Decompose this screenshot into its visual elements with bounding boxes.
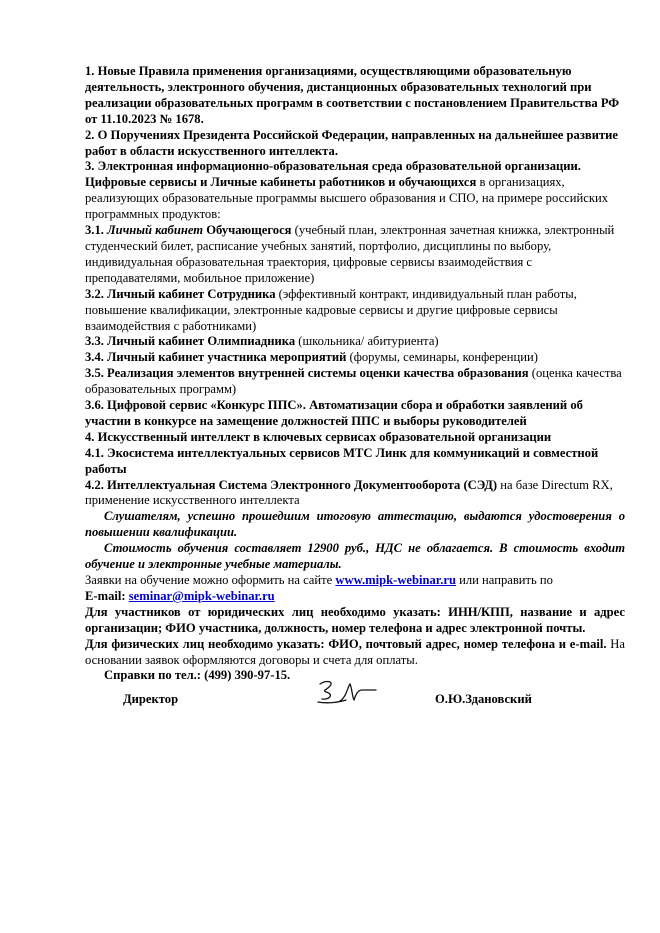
- item-3-5: [85, 366, 625, 398]
- item-3-text: в организациях, реализующих образовательные программы высшего образования и СПО, на примере российских программных продуктов:: [85, 175, 608, 222]
- apply-text: Заявки на обучение можно оформить на сайте: [85, 573, 336, 587]
- individuals-text: На основании заявок оформляются договоры и счета для оплаты.: [85, 636, 625, 667]
- item-3-5-heading: 3.5. Реализация элементов внутренней системы оценки качества образования: [85, 366, 529, 381]
- item-3-1-italic: Личный кабинет: [107, 223, 204, 238]
- item-3-3-text: (школьника/ абитуриента): [295, 334, 439, 349]
- item-3-2-text: (эффективный контракт, индивидуальный план работы, повышение квалификации, электронные кадровые сервисы и другие цифровые сервисы взаимодействия с работниками): [85, 286, 577, 333]
- item-3-2: [85, 287, 625, 335]
- individuals-heading: Для физических лиц необходимо указать: ФИО, почтовый адрес, номер телефона и e-mail.: [85, 636, 607, 651]
- item-3-4-heading: 3.4. Личный кабинет участника мероприятий: [85, 350, 347, 365]
- signature-block: [85, 686, 625, 716]
- item-3-3-heading: 3.3. Личный кабинет Олимпиадника: [85, 334, 296, 349]
- apply-or-text: или направить по: [455, 573, 553, 587]
- item-3-heading: 3. Электронная информационно-образовательная среда образовательной организации. Цифровые сервисы и Личные кабинеты работников и обучающихся: [85, 159, 581, 190]
- apply-line: [85, 573, 625, 589]
- signatory-name: О.Ю.Здановский: [435, 692, 532, 706]
- item-3-2-heading: 3.2. Личный кабинет Сотрудника: [85, 286, 276, 301]
- item-3-6: 3.6. Цифровой сервис «Конкурс ППС». Автоматизации сбора и обработки заявлений об участии в конкурсе на замещение должностей ППС и выборы руководителей: [85, 398, 583, 428]
- item-3-4: [85, 350, 625, 366]
- item-2: 2. О Поручениях Президента Российской Федерации, направленных на дальнейшее развитие работ в области искусственного интеллекта.: [85, 127, 618, 158]
- email-line: [85, 589, 625, 605]
- item-4-2: [85, 478, 625, 510]
- item-3-5-text: (оценка качества образовательных программ): [85, 366, 622, 397]
- item-4-2-heading: 4.2. Интеллектуальная Система Электронного Документооборота (СЭД): [85, 477, 498, 492]
- item-3-3: [85, 334, 625, 350]
- phone-line: Справки по тел.: (499) 390-97-15.: [104, 668, 291, 683]
- site-link[interactable]: www.mipk-webinar.ru: [335, 573, 456, 587]
- individuals-note: [85, 637, 625, 669]
- item-3-1: [85, 223, 625, 287]
- item-3: [85, 159, 625, 223]
- handwritten-signature: [310, 672, 382, 714]
- signatory-title: Директор: [123, 692, 179, 706]
- item-4-2-text: на базе Directum RX, применение искусственного интеллекта: [85, 477, 613, 508]
- legal-entities-note: Для участников от юридических лиц необходимо указать: ИНН/КПП, название и адрес организации; ФИО участника, должность, номер телефона и адрес электронной почты.: [85, 604, 625, 635]
- item-3-1-heading: Обучающегося: [203, 223, 292, 238]
- item-1: 1. Новые Правила применения организациями, осуществляющими образовательную деятельность, электронного обучения, дистанционных образовательных технологий при реализации образовательных программ в соответствии с постановлением Правительства РФ от 11.10.2023 № 1678.: [85, 64, 620, 126]
- item-4: 4. Искусственный интеллект в ключевых сервисах образовательной организации: [85, 429, 552, 444]
- email-link[interactable]: seminar@mipk-webinar.ru: [128, 588, 275, 603]
- document-body: [85, 64, 625, 684]
- item-3-4-text: (форумы, семинары, конференции): [346, 350, 538, 365]
- certificate-note: Слушателям, успешно прошедшим итоговую аттестацию, выдаются удостоверения о повышении квалификации.: [85, 509, 625, 540]
- item-3-1-num: 3.1.: [85, 223, 108, 238]
- item-4-1: 4.1. Экосистема интеллектуальных сервисов МТС Линк для коммуникаций и совместной работы: [85, 445, 599, 476]
- email-label: E-mail:: [85, 588, 129, 603]
- item-3-1-text: (учебный план, электронная зачетная книжка, электронный студенческий билет, расписание учебных занятий, портфолио, дисциплины по выбору, индивидуальная образовательная траектория, цифровые сервисы взаимодействия с преподавателями, мобильное приложение): [85, 223, 615, 285]
- cost-note: Стоимость обучения составляет 12900 руб., НДС не облагается. В стоимость входит обучение и электронные учебные материалы.: [85, 541, 625, 572]
